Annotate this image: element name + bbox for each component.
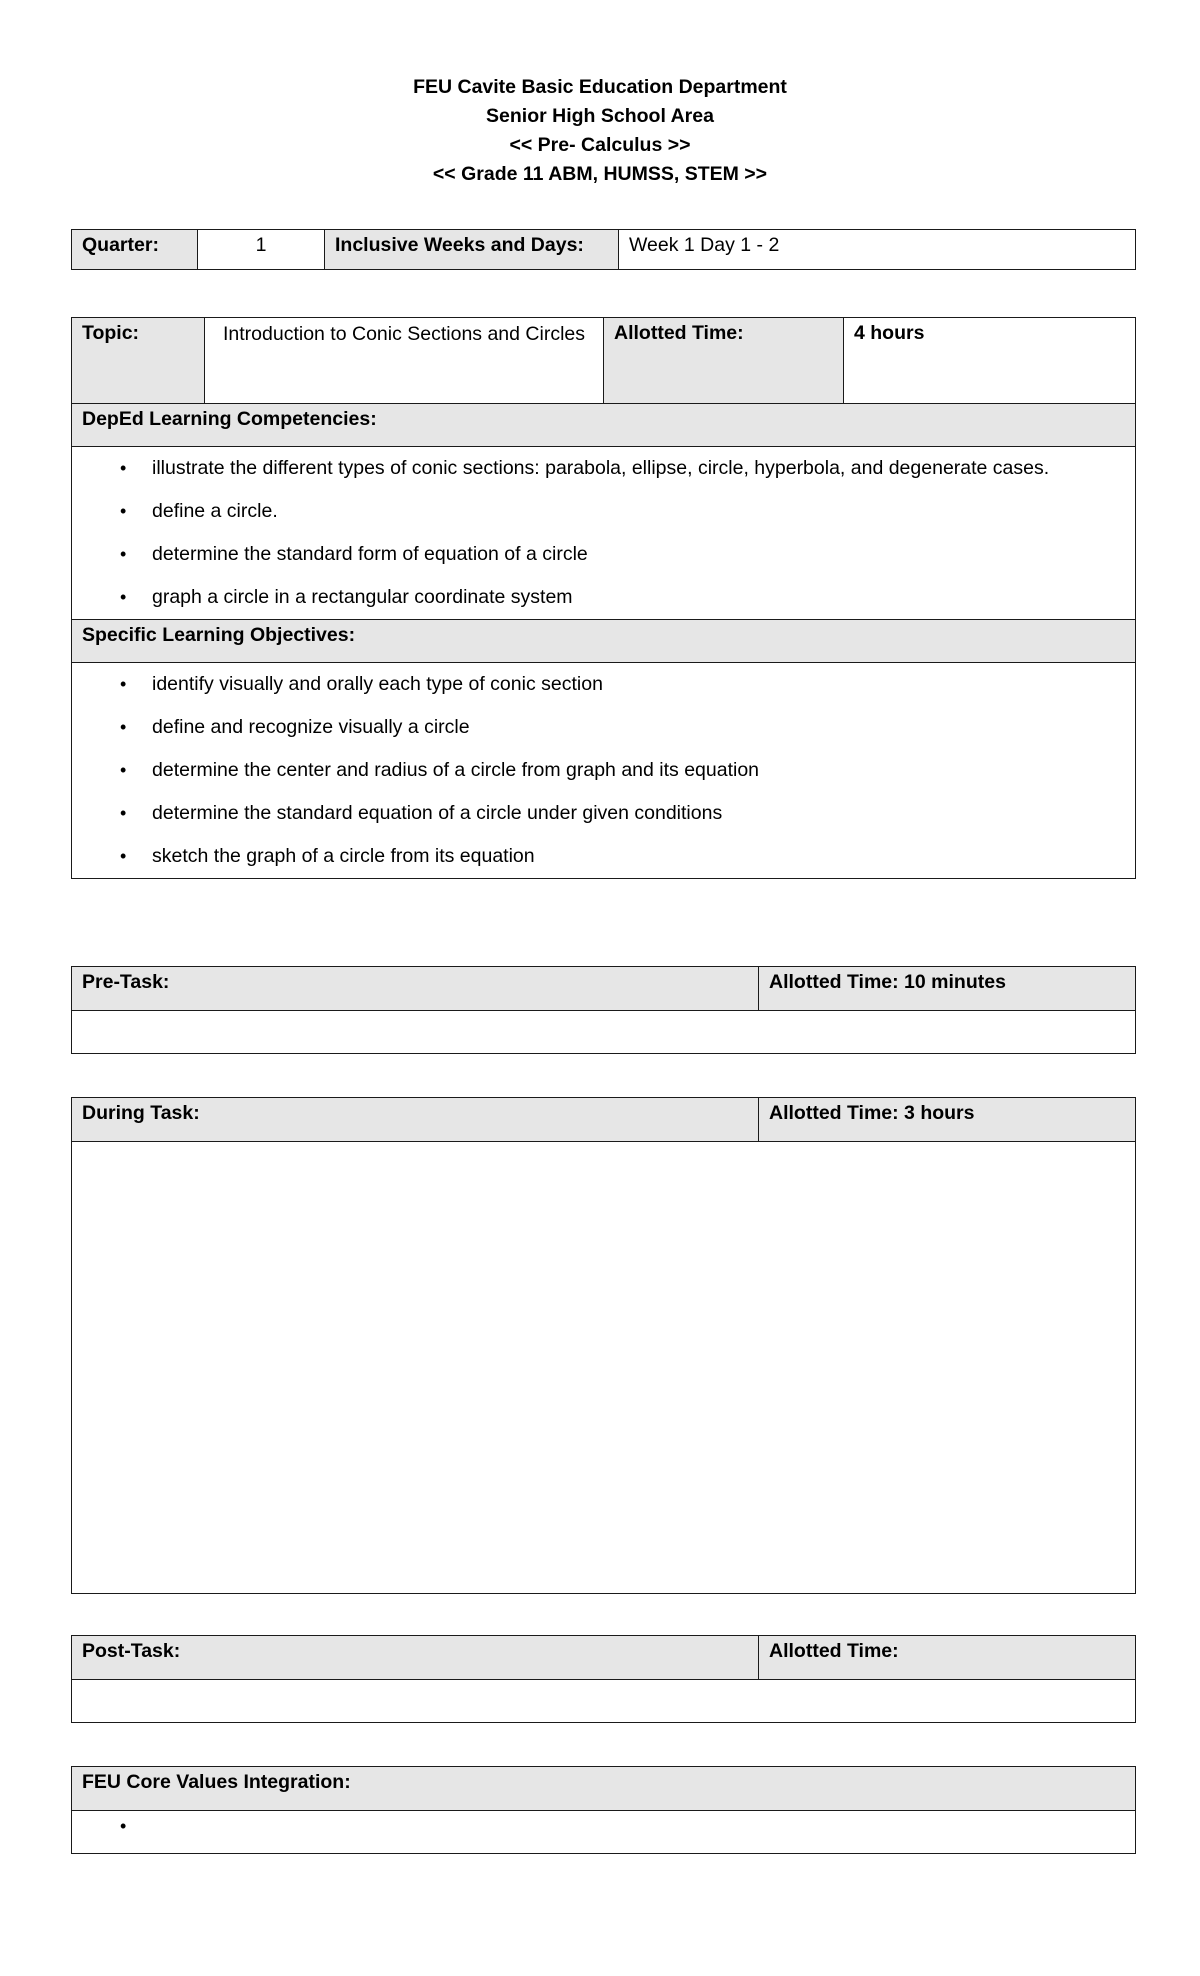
bullet: • xyxy=(120,587,127,607)
competencies-label: DepEd Learning Competencies: xyxy=(72,404,1136,447)
subject-title: << Pre- Calculus >> xyxy=(509,134,691,156)
list-item: • determine the center and radius of a circle from graph and its equation xyxy=(82,749,1125,792)
list-item: • sketch the graph of a circle from its equation xyxy=(82,835,1125,878)
competencies-list xyxy=(82,447,1125,619)
core-values-table xyxy=(71,1766,1136,1854)
list-item: • identify visually and orally each type of conic section xyxy=(82,663,1125,706)
objectives-list xyxy=(82,663,1125,878)
list-item: • define and recognize visually a circle xyxy=(82,706,1125,749)
bullet: • xyxy=(120,674,127,694)
department-title: FEU Cavite Basic Education Department xyxy=(413,76,787,98)
objectives-cell xyxy=(72,663,1136,879)
competencies-cell xyxy=(72,447,1136,620)
core-values-content xyxy=(72,1811,1136,1854)
document-header xyxy=(0,73,1200,189)
during-task-table xyxy=(71,1097,1136,1594)
weeks-value: Week 1 Day 1 - 2 xyxy=(619,230,1136,270)
topic-label: Topic: xyxy=(72,318,205,404)
topic-cell xyxy=(205,318,604,404)
bullet: • xyxy=(120,501,127,521)
list-item: • determine the standard form of equation of a circle xyxy=(82,533,1125,576)
pre-task-content xyxy=(72,1011,1136,1054)
objectives-label: Specific Learning Objectives: xyxy=(72,620,1136,663)
bullet: • xyxy=(120,803,127,823)
quarter-label: Quarter: xyxy=(72,230,198,270)
pre-task-label: Pre-Task: xyxy=(72,967,759,1011)
list-item: • determine the standard equation of a circle under given conditions xyxy=(82,792,1125,835)
post-task-table xyxy=(71,1635,1136,1723)
list-item: • illustrate the different types of conic sections: parabola, ellipse, circle, hyperbola, and degenerate cases. xyxy=(82,447,1125,490)
pre-task-table xyxy=(71,966,1136,1054)
allotted-label: Allotted Time: xyxy=(604,318,844,404)
post-task-label: Post-Task: xyxy=(72,1636,759,1680)
quarter-value: 1 xyxy=(198,230,325,270)
weeks-label: Inclusive Weeks and Days: xyxy=(325,230,619,270)
post-task-time: Allotted Time: xyxy=(759,1636,1136,1680)
quarter-table xyxy=(71,229,1136,270)
during-task-content xyxy=(72,1142,1136,1594)
bullet: • xyxy=(120,760,127,780)
during-task-label: During Task: xyxy=(72,1098,759,1142)
core-values-label: FEU Core Values Integration: xyxy=(72,1767,1136,1811)
bullet: • xyxy=(120,846,127,866)
post-task-content xyxy=(72,1680,1136,1723)
bullet: • xyxy=(120,544,127,564)
area-title: Senior High School Area xyxy=(486,105,714,127)
bullet: • xyxy=(120,717,127,737)
bullet: • xyxy=(120,458,127,478)
topic-value: Introduction to Conic Sections and Circles xyxy=(222,323,586,345)
allotted-value: 4 hours xyxy=(844,318,1136,404)
during-task-time: Allotted Time: 3 hours xyxy=(759,1098,1136,1142)
bullet: • xyxy=(120,1816,127,1836)
pre-task-time: Allotted Time: 10 minutes xyxy=(759,967,1136,1011)
grade-title: << Grade 11 ABM, HUMSS, STEM >> xyxy=(432,163,768,185)
topic-table xyxy=(71,317,1136,879)
list-item: • define a circle. xyxy=(82,490,1125,533)
list-item: • graph a circle in a rectangular coordinate system xyxy=(82,576,1125,619)
